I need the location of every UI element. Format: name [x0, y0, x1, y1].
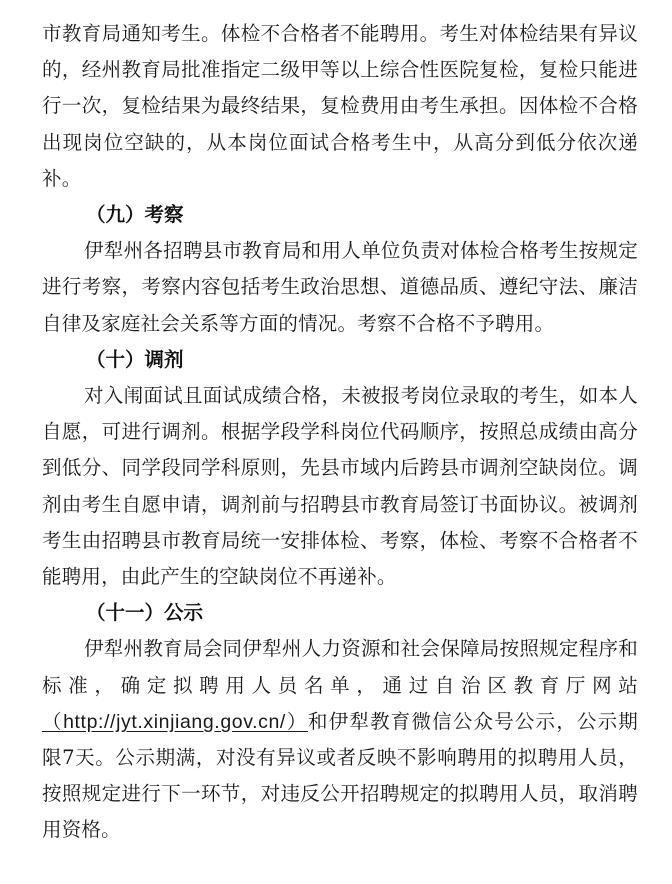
section-heading-publicity: （十一）公示: [86, 601, 204, 625]
publicity-text-part1: 伊犁州教育局会同伊犁州人力资源和社会保障局按照规定程序和标准，确定拟聘用人员名单，通过自治区教育厅网站: [42, 637, 638, 697]
website-url-link[interactable]: （http://jyt.xinjiang.gov.cn/）: [42, 710, 309, 733]
paragraph-adjustment: 对入闱面试且面试成绩合格，未被报考岗位录取的考生，如本人自愿，可进行调剂。根据学段学科岗位代码顺序，按照总成绩由高分到低分、同学段同学科原则，先县市域内后跨县市调剂空缺岗位。调剂由考生自愿申请，调剂前与招聘县市教育局签订书面协议。被调剂考生由招聘县市教育局统一安排体检、考察，体检、考察不合格者不能聘用，由此产生的空缺岗位不再递补。: [42, 384, 638, 589]
paragraph-physical-exam: 市教育局通知考生。体检不合格者不能聘用。考生对体检结果有异议的，经州教育局批准指定二级甲等以上综合性医院复检，复检只能进行一次，复检结果为最终结果，复检费用由考生承担。因体检不合格出现岗位空缺的，从本岗位面试合格考生中，从高分到低分依次递补。: [42, 22, 638, 190]
paragraph-publicity: [42, 631, 638, 848]
section-heading-adjustment: （十）调剂: [86, 347, 184, 371]
publicity-text-part2: 和伊犁教育微信公众号公示，公示期限7天。公示期满，对没有异议或者反映不影响聘用的拟聘用人员，按照规定进行下一环节，对违反公开招聘规定的拟聘用人员，取消聘用资格。: [42, 709, 638, 842]
section-heading-investigation: （九）考察: [86, 203, 184, 227]
paragraph-investigation: 伊犁州各招聘县市教育局和用人单位负责对体检合格考生按规定进行考察，考察内容包括考生政治思想、道德品质、遵纪守法、廉洁自律及家庭社会关系等方面的情况。考察不合格不予聘用。: [42, 239, 638, 335]
